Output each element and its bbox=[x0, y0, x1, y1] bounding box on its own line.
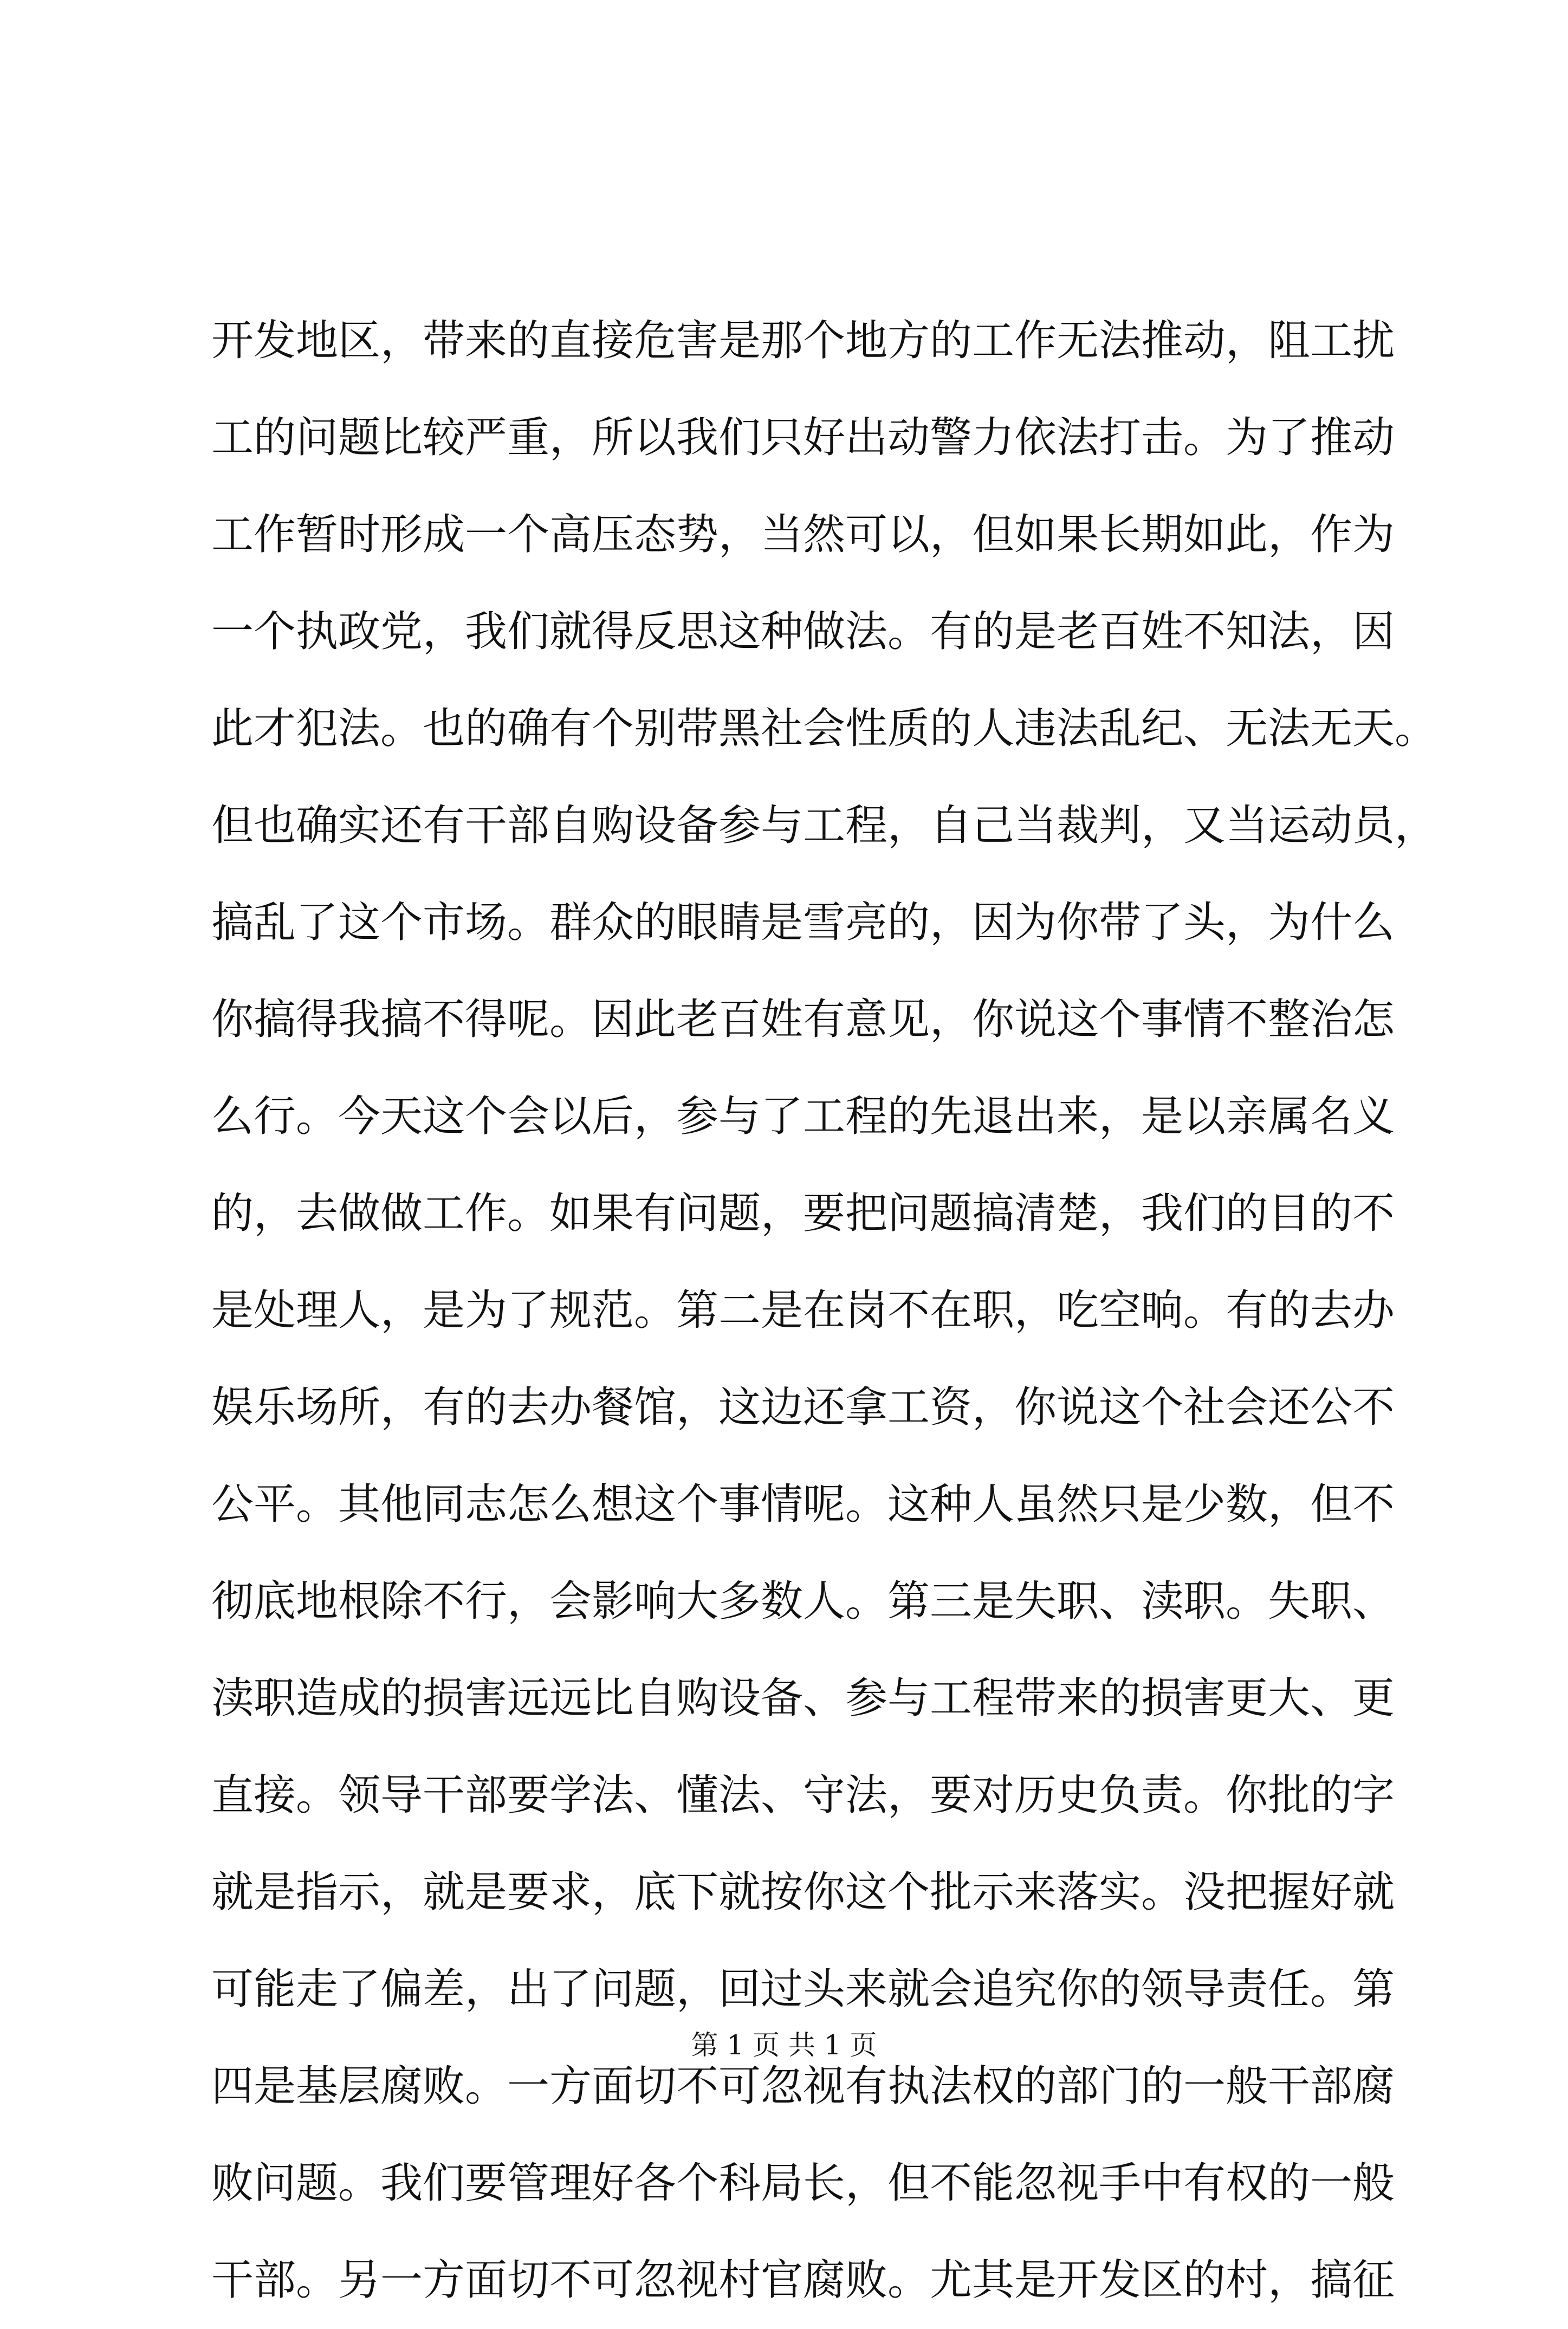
text-line: 直接。领导干部要学法、懂法、守法，要对历史负责。你批的字 bbox=[211, 1771, 1395, 1820]
text-line: 的，去做做工作。如果有问题，要把问题搞清楚，我们的目的不 bbox=[211, 1189, 1395, 1238]
text-line: 干部。另一方面切不可忽视村官腐败。尤其是开发区的村，搞征 bbox=[211, 2256, 1395, 2305]
text-line: 一个执政党，我们就得反思这种做法。有的是老百姓不知法，因 bbox=[211, 607, 1395, 656]
text-line: 但也确实还有干部自购设备参与工程，自己当裁判，又当运动员， bbox=[211, 801, 1437, 850]
text-line: 开发地区，带来的直接危害是那个地方的工作无法推动，阻工扰 bbox=[211, 316, 1395, 365]
text-line: 公平。其他同志怎么想这个事情呢。这种人虽然只是少数，但不 bbox=[211, 1480, 1395, 1529]
text-line: 工作暂时形成一个高压态势，当然可以，但如果长期如此，作为 bbox=[211, 510, 1395, 559]
page-number-label: 第 1 页 共 1 页 bbox=[691, 2029, 877, 2061]
text-line: 工的问题比较严重，所以我们只好出动警力依法打击。为了推动 bbox=[211, 413, 1395, 462]
text-line: 是处理人，是为了规范。第二是在岗不在职，吃空晌。有的去办 bbox=[211, 1286, 1395, 1335]
text-line: 可能走了偏差，出了问题，回过头来就会追究你的领导责任。第 bbox=[211, 1965, 1395, 2014]
text-line: 彻底地根除不行，会影响大多数人。第三是失职、渎职。失职、 bbox=[211, 1577, 1395, 1626]
text-line: 娱乐场所，有的去办餐馆，这边还拿工资，你说这个社会还公不 bbox=[211, 1383, 1395, 1432]
text-line: 就是指示，就是要求，底下就按你这个批示来落实。没把握好就 bbox=[211, 1868, 1395, 1917]
body-text bbox=[211, 293, 1437, 2329]
text-line: 渎职造成的损害远远比自购设备、参与工程带来的损害更大、更 bbox=[211, 1674, 1395, 1723]
text-line: 败问题。我们要管理好各个科局长，但不能忽视手中有权的一般 bbox=[211, 2159, 1395, 2208]
page-footer bbox=[0, 2026, 1568, 2064]
text-line: 搞乱了这个市场。群众的眼睛是雪亮的，因为你带了头，为什么 bbox=[211, 898, 1395, 947]
text-line: 你搞得我搞不得呢。因此老百姓有意见，你说这个事情不整治怎 bbox=[211, 995, 1395, 1044]
text-line: 此才犯法。也的确有个别带黑社会性质的人违法乱纪、无法无天。 bbox=[211, 704, 1437, 753]
text-line: 四是基层腐败。一方面切不可忽视有执法权的部门的一般干部腐 bbox=[211, 2062, 1395, 2111]
text-line: 么行。今天这个会以后，参与了工程的先退出来，是以亲属名义 bbox=[211, 1092, 1395, 1141]
